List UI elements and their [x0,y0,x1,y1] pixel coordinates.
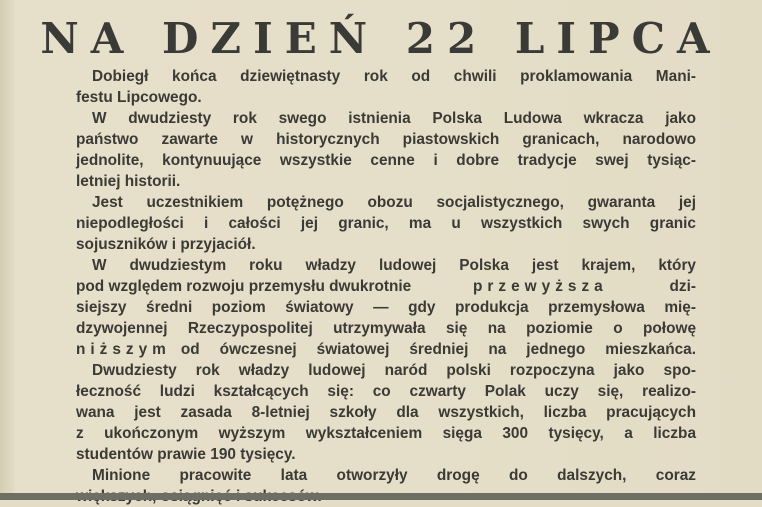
text-line: wana jest zasada 8-letniej szkoły dla wszystkich, liczba pracujących [76,404,696,421]
text-line: jednolite, kontynuujące wszystkie cenne i dobre tradycje swej tysiąc- [76,152,696,169]
text-segment: dzi- [669,278,696,295]
text-line: siejszy średni poziom światowy — gdy produkcja przemysłowa mię- [76,299,696,316]
text-line: państwo zawarte w historycznych piastowskich granicach, narodowo [76,131,696,148]
text-line-with-emphasis [76,276,696,297]
text-line: Jest uczestnikiem potężnego obozu socjalistycznego, gwaranta jej [92,194,696,211]
text-segment: od ówczesnej światowej średniej na jednego mieszkańca. [180,341,696,358]
page-edge-shadow [0,0,14,496]
text-line-with-emphasis [76,339,696,360]
text-line: letniej historii. [76,173,181,190]
paragraph-6 [76,465,696,507]
text-line: W dwudziestym roku władzy ludowej Polska jest krajem, który [92,257,696,274]
text-line: studentów prawie 190 tysięcy. [76,446,296,463]
text-line: dzywojennej Rzeczypospolitej utrzymywała się na poziomie o połowę [76,320,696,337]
scan-bottom-edge [0,493,762,500]
text-segment: pod względem rozwoju przemysłu dwukrotnie [76,278,412,295]
text-line: Minione pracowite lata otworzyły drogę do dalszych, coraz [92,467,696,484]
text-line: Dwudziesty rok władzy ludowej naród polski rozpoczyna jako spo- [92,362,696,379]
paragraph-3 [76,192,696,255]
emphasis-spaced: przewyższa [473,278,608,295]
text-line: festu Lipcowego. [76,89,202,106]
text-line: niepodległości i całości jej granic, ma u wszystkich swych granic [76,215,696,232]
text-line: W dwudziesty rok swego istnienia Polska Ludowa wkracza jako [92,110,696,127]
paragraph-1 [76,66,696,108]
text-line: Dobiegł końca dziewiętnasty rok od chwili proklamowania Mani- [92,68,696,85]
emphasis-spaced: niższym [76,341,171,358]
text-line: łeczność ludzi kształcących się: co czwarty Polak uczy się, realizo- [76,383,696,400]
paragraph-2 [76,108,696,192]
paragraph-4 [76,255,696,360]
page-title: NA DZIEŃ 22 LIPCA [40,14,722,63]
article-body [76,66,696,507]
text-line: z ukończonym wyższym wykształceniem sięga 300 tysięcy, a liczba [76,425,696,442]
paragraph-5 [76,360,696,465]
text-line: sojuszników i przyjaciół. [76,236,256,253]
